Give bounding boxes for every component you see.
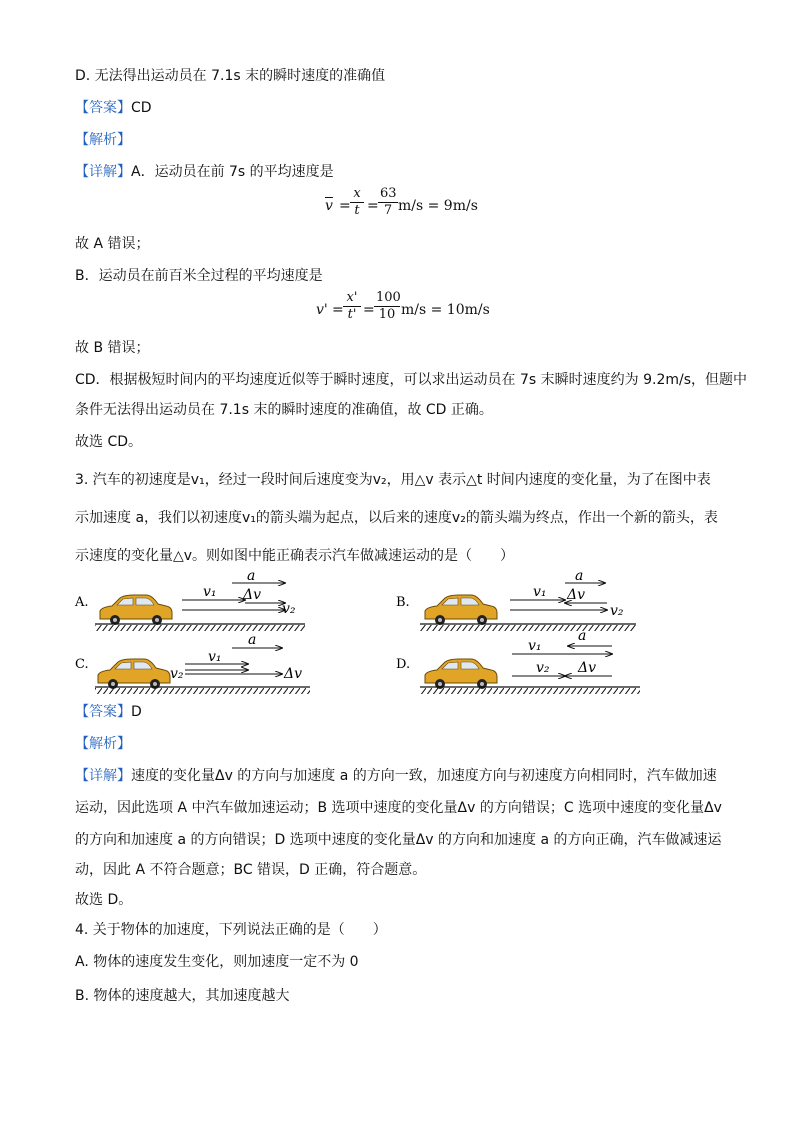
q3-stem-line-1: 3. 汽车的初速度是v₁，经过一段时间后速度变为v₂，用△v 表示△t 时间内速度的变化量，为了在图中表 (75, 472, 711, 488)
detail-a-line (75, 162, 334, 182)
diagram-c-label: C. (75, 657, 89, 672)
c-acc: a (248, 632, 257, 648)
eq2-result: m/s = 10m/s (401, 302, 490, 318)
q3-detail-line-4: 动，因此 A 不符合题意；BC 错误，D 正确，符合题意。 (75, 862, 427, 878)
q3-answer-value: D (131, 704, 142, 720)
diagram-d-label: D. (396, 657, 411, 672)
eq2-frac-2: $\frac{100}{10}$ (376, 290, 401, 322)
diagram-b-label: B. (396, 595, 410, 610)
detail-cd-line-2: 条件无法得出运动员在 7.1s 末的瞬时速度的准确值，故 CD 正确。 (75, 402, 493, 418)
q3-detail-text-1: 速度的变化量Δv 的方向与加速度 a 的方向一致，加速度方向与初速度方向相同时，汽车做加速 (131, 768, 717, 784)
d-v1: v₁ (528, 638, 542, 654)
q4-option-a: A. 物体的速度发生变化，则加速度一定不为 0 (75, 954, 359, 970)
diagram-a (74, 568, 305, 631)
q4-option-b: B. 物体的速度越大，其加速度越大 (75, 988, 290, 1004)
d-acc: a (578, 628, 587, 644)
b-acc: a (575, 568, 584, 584)
diagram-d (396, 628, 640, 694)
q3-diagrams (0, 568, 794, 698)
diagram-c (75, 632, 310, 694)
c-v1: v₁ (208, 649, 222, 665)
b-dv: Δv (567, 587, 586, 603)
a-v1: v₁ (203, 584, 217, 600)
q3-answer-line (75, 702, 142, 722)
eq2-lhs: v' (316, 302, 328, 318)
q3-detail-tag: 【详解】 (75, 768, 131, 784)
q3-answer-tag: 【答案】 (75, 704, 131, 720)
eq1-frac-2: $\frac{63}{7}$ (380, 186, 397, 218)
b-v2: v₂ (610, 603, 624, 619)
d-dv: Δv (578, 660, 597, 676)
eq1-frac-1: $\frac{x}{t}$ (350, 186, 364, 219)
detail-a-text: A．运动员在前 7s 的平均速度是 (131, 164, 334, 180)
detail-b-text: B．运动员在前百米全过程的平均速度是 (75, 268, 323, 284)
b-v1: v₁ (533, 584, 547, 600)
c-dv: Δv (284, 666, 303, 682)
eq1-result: m/s = 9m/s (398, 198, 478, 214)
a-dv: Δv (243, 587, 262, 603)
q3-stem-line-3: 示速度的变化量△v。则如图中能正确表示汽车做减速运动的是（ ） (75, 548, 515, 564)
diagram-a-label: A. (75, 595, 89, 610)
q3-analysis-tag: 【解析】 (75, 736, 131, 752)
choose-cd: 故选 CD。 (75, 434, 143, 450)
diagram-b (396, 568, 636, 631)
detail-tag: 【详解】 (75, 164, 131, 180)
a-acc: a (247, 568, 256, 584)
eq2-frac-1: $\frac{x'}{t'}$ (343, 290, 361, 323)
d-v2: v₂ (536, 660, 550, 676)
detail-cd-line-1: CD．根据极短时间内的平均速度近似等于瞬时速度，可以求出运动员在 7s 末瞬时速度约为 9.2m/s，但题中 (75, 372, 748, 388)
analysis-tag: 【解析】 (75, 132, 131, 148)
option-d-text: D. 无法得出运动员在 7.1s 末的瞬时速度的准确值 (75, 68, 386, 84)
eq1-lhs: $\overline{v}$ (325, 198, 333, 214)
answer-tag: 【答案】 (75, 100, 131, 116)
c-v2: v₂ (170, 666, 184, 682)
answer-value: CD (131, 100, 152, 116)
q3-detail-line-2: 运动，因此选项 A 中汽车做加速运动；B 选项中速度的变化量Δv 的方向错误；C 选项中速度的变化量Δv (75, 800, 722, 816)
q3-stem-line-2: 示加速度 a，我们以初速度v₁的箭头端为起点，以后来的速度v₂的箭头端为终点，作出一个新的箭头，表 (75, 510, 718, 526)
q3-detail-line-3: 的方向和加速度 a 的方向错误；D 选项中速度的变化量Δv 的方向和加速度 a 的方向正确，汽车做减速运 (75, 832, 722, 848)
conclusion-b: 故 B 错误； (75, 340, 150, 356)
conclusion-a: 故 A 错误； (75, 236, 150, 252)
q3-detail-line-1 (75, 766, 717, 786)
a-v2: v₂ (282, 601, 296, 617)
q4-stem: 4. 关于物体的加速度，下列说法正确的是（ ） (75, 922, 387, 938)
answer-line (75, 98, 152, 118)
q3-choose: 故选 D。 (75, 892, 133, 908)
